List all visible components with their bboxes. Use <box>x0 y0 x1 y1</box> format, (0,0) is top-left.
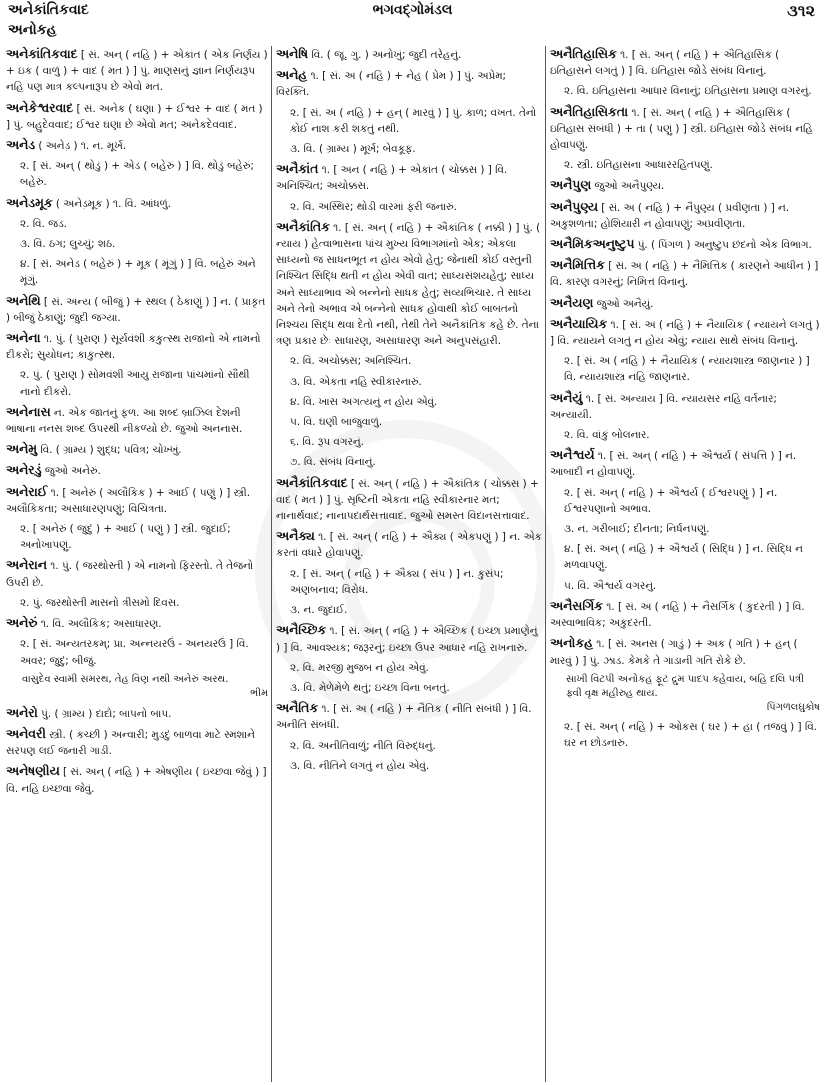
dictionary-entry <box>6 367 268 399</box>
headword: અનેકાંતિકવાદ <box>6 46 78 61</box>
dictionary-entry <box>550 447 820 480</box>
definition-text: ૧. [ સં. અનસ ( ગાડું ) + અક ( ગતિ ) + હન્ ( મારવું ) ] પું. ઝાડ. કેમકે તે ગાડાની ગતિ રોકે છે. <box>550 638 798 667</box>
dictionary-entry <box>6 158 268 190</box>
dictionary-entry <box>276 67 542 100</box>
dictionary-entry <box>550 719 820 751</box>
dictionary-entry <box>6 216 268 232</box>
dictionary-entry <box>550 353 820 385</box>
definition-text: સ્ત્રી. ( કચ્છી ) અન્વારી; મુડદું બાળવા માટે સ્મશાને સરપણ લઈ જનારી ગાડી. <box>6 728 255 758</box>
headword: અનેરાન <box>6 557 47 573</box>
definition-text: પું. ( પિંગળ ) અનુષ્ટુપ છંદનો એક વિભાગ. <box>637 239 812 252</box>
dictionary-entry <box>276 414 542 430</box>
headword: અનેરાઈ <box>6 483 48 499</box>
dictionary-entry <box>6 293 268 326</box>
dictionary-entry <box>6 100 268 133</box>
dictionary-entry <box>6 705 268 722</box>
dictionary-entry <box>550 177 820 194</box>
definition-text: ન. એક જાતનું ફળ. આ શબ્દ બ્રાઝિલ દેશની ભાષાના નનસ શબ્દ ઉપરથી નીકળ્યો છે. જુઓ અનનાસ. <box>6 406 243 436</box>
definition-text: જુઓ અનેરું. <box>44 465 101 478</box>
definition-text: ૨. વિ. મરજી મુજબ ન હોય એવું. <box>290 661 429 674</box>
definition-text: [ સં. અ ( નહિ ) + નૈપુણ્ય ( પ્રવીણતા ) ] ન. અકુશળતા; હોશિયારી ન હોવાપણું; અપ્રવીણતા. <box>550 201 790 230</box>
dictionary-entry <box>276 394 542 410</box>
headword: અનૈચ્છિક <box>276 622 327 638</box>
headword: અનૈપુણ <box>550 177 592 193</box>
dictionary-entry <box>276 105 542 137</box>
definition-text: ૩. વિ. ( ગ્રામ્ય ) મૂર્ખ; બેવકૂફ. <box>290 143 416 156</box>
definition-text: [ સં. અનેક ( ઘણા ) + ઈશ્વર + વાદ ( મત ) ] પું. બહુદેવવાદ; ઈશ્વર ઘણા છે એવો મત; અનેકદેવવાદ. <box>6 102 263 131</box>
column-divider <box>271 46 272 1082</box>
definition-text: [ સં. અન્ય ( બીજું ) + સ્થલ ( ઠેકાણું ) ] ન. ( પ્રાકૃત ) બીજું ઠેકાણું; જુદી જગ્યા. <box>6 295 266 324</box>
dictionary-entry <box>276 660 542 676</box>
headword: અનૈપુણ્ય <box>550 198 598 214</box>
dictionary-entry <box>276 454 542 470</box>
dictionary-entry <box>550 104 820 154</box>
definition-text: ૧. [ સં. અન્યાય ] વિ. ન્યાયસર નહિ વર્તનાર; અન્યાયી. <box>550 392 777 421</box>
headword: અનેડ <box>6 137 36 153</box>
dictionary-entry <box>550 295 820 312</box>
definition-text: ૧. [ સં. અ ( નહિ ) + નેહ ( પ્રેમ ) ] પું. અપ્રેમ; વિરક્તિ. <box>276 70 507 99</box>
definition-text: ૨. વિ. જડ. <box>20 217 67 230</box>
definition-text: [ સં. અન્ ( નહિ ) + ઐકાંતિક ( ચોક્કસ ) + વાદ ( મત ) ] પું. સૃષ્ટિની એકતા નહિ સ્વીકારનાર મત; નાનાર્થવાદ; નાનાપદાર્થસત્તાવાદ. જુઓ સમસ્ત વિદાનસત્તાવાદ. <box>276 477 539 523</box>
dictionary-entry <box>276 46 542 63</box>
dictionary-entry <box>6 615 268 632</box>
definition-text: જુઓ અનૈયું. <box>596 297 654 310</box>
definition-text: ૧. [ સં. અન્ ( નહિ ) + ઐક્ય ( એકપણું ) ] ન. એક કરતાં વધારે હોવાપણું. <box>276 531 542 560</box>
dictionary-entry <box>550 635 820 668</box>
dictionary-entry <box>6 595 268 611</box>
definition-text: ૨. [ અનેરું ( જુદું ) + આઈ ( પણું ) ] સ્ત્રી. જુદાઈ; અનોખાપણું. <box>20 523 231 552</box>
dictionary-entry <box>550 485 820 517</box>
definition-text: ૧. [ સં. અન્ ( નહિ ) + ઐતિહાસિક ( ઇતિહાસને લગતું ) ] વિ. ઇતિહાસ જોડે સંબંધ વિનાનું. <box>550 49 780 78</box>
dictionary-entry <box>276 622 542 655</box>
headword: અનેવરી <box>6 725 46 741</box>
dictionary-entry <box>550 83 820 99</box>
headword: અનેષણીય <box>6 763 60 779</box>
dictionary-entry <box>550 541 820 573</box>
definition-text: ૧. [ સં. અન્ ( નહિ ) + ઐકાંતિક ( નક્કી ) ] પું. ( ન્યાય ) હેત્વાભાસના પાંચ મુખ્ય વિભાગમાંનો એક; એકલા સાધ્યનો જ સાધનભૂત ન હોય એવો હેતુ; જેનાથી કોઈ વસ્તુની નિશ્ચિત સિદ્ધિ થતી ન હોય એવી વાત; સાધ્યસંશયહેતુ; સાધ્ય અને સાધ્યાભાવ એ બન્નેનો સાધક હેતુ; સવ્યભિચાર. તે સાધ્ય અને તેનો અભાવ એ બન્નેનો સાધક હોવાથી કોઈ બાબતનો નિશ્ચય સિદ્ધ થવા દેતો નથી, તેથી તેને અનૈકાંતિક કહે છે. તેના ત્રણ પ્રકાર છેઃ સાધારણ, અસાધારણ અને અનુપસંહારી. <box>276 221 541 348</box>
definition-text: ૭. વિ. સંબંધ વિનાનું. <box>290 456 376 469</box>
definition-text: ( અનેડ઼ ) ૧. ન. મૂર્ખ. <box>38 140 127 153</box>
dictionary-entry <box>6 330 268 363</box>
definition-text: ૧. [ સં. અન્ ( નહિ ) + ઐચ્છિક ( ઇચ્છા પ્રમાણેનું ) ] વિ. આવશ્યક; જરૂરનું; ઇચ્છા ઉપર આધાર નહિ રાખનારું. <box>276 625 538 654</box>
headword: અનૈતિહાસિક <box>550 46 617 61</box>
definition-text: વિ. ( ગ્રામ્ય ) શુદ્ધ; પવિત્ર; ચોખ્ખું. <box>40 444 182 457</box>
dictionary-entry <box>276 680 542 696</box>
headword: અનેડમૂક <box>6 194 53 210</box>
definition-text: ૧. [ સં. અ ( નહિ ) + નૈતિક ( નીતિ સંબંધી ) ] વિ. અનીતિ સંબંધી. <box>276 703 532 732</box>
definition-text: ૩. વિ. નીતિને લગતું ન હોય એવું. <box>290 759 430 772</box>
page-number: ૩૧૨ <box>787 1 815 20</box>
dictionary-entry <box>550 427 820 443</box>
dictionary-entry <box>6 137 268 154</box>
headword: અનૈયણ <box>550 294 594 310</box>
headword: અનેનાસ <box>6 403 51 419</box>
definition-text: ૨. [ સં. અન્યતરકમ્; પ્રા. અન્નયરઉં - અનયરઉં ] વિ. અવર; જુદું; બીજું. <box>20 638 249 667</box>
dictionary-entry <box>6 462 268 479</box>
column-1 <box>6 46 268 1082</box>
dictionary-entry <box>550 157 820 173</box>
headword: અનેરો <box>6 704 38 720</box>
definition-text: ૪. વિ. ખાસ અગત્યનું ન હોય એવું. <box>290 395 438 408</box>
definition-text: ૫. વિ. ઐશ્વર્ય વગરનું. <box>564 579 657 592</box>
definition-text: ૨. વિ. ઇતિહાસના આધાર વિનાનું; ઇતિહાસના પ્રમાણ વગરનું. <box>564 85 812 98</box>
definition-text: ૨. [ સં. અન્ ( થોડું ) + એડ ( બહેરું ) ] વિ. થોડું બહેરું; બહેરું. <box>20 160 254 189</box>
dictionary-entry <box>550 673 820 715</box>
definition-text: પું. ( ગ્રામ્ય ) દાદો; બાપનો બાપ. <box>41 707 172 720</box>
headword: અનૈતિક <box>276 700 319 716</box>
citation-source: પિંગળલઘુકોષ <box>766 701 820 713</box>
headword: અનૈમિત્તિક <box>550 257 605 273</box>
column-2 <box>276 46 542 1082</box>
definition-text: ૨. વિ. અસ્થિર; થોડી વારમાં ફરી જનારું. <box>290 200 457 213</box>
headword: અનૈકાંતિકવાદ <box>276 474 348 490</box>
dictionary-entry <box>550 199 820 232</box>
headword: અનોકહ <box>550 635 593 651</box>
definition-text: ૨. સ્ત્રી. ઇતિહાસના આધારરહિતપણું. <box>564 159 713 172</box>
definition-text: ૧. વિ. અલૌકિક; અસાધારણ. <box>40 618 162 631</box>
headword: અનૈયાયિક <box>550 315 608 331</box>
dictionary-entry <box>276 141 542 157</box>
dictionary-entry <box>276 161 542 194</box>
dictionary-entry <box>6 195 268 212</box>
headword: અનૈશ્વર્ય <box>550 447 595 463</box>
dictionary-entry <box>276 758 542 774</box>
definition-text: ૧. [ અનેરું ( અલૌકિક ) + આઈ ( પણું ) ] સ્ત્રી. અલૌકિકતા; અસાધારણપણું; વિચિત્રતા. <box>6 486 251 515</box>
definition-text: ૨. વિ. અચોક્કસ; અનિશ્ચિત. <box>290 355 412 368</box>
dictionary-entry <box>6 484 268 517</box>
dictionary-entry <box>6 46 268 96</box>
headword: અનેકેશ્વરવાદ <box>6 99 74 115</box>
headword: અનૈતિહાસિકતા <box>550 103 628 119</box>
running-title: ભગવદ્ગોમંડલ <box>372 2 453 18</box>
dictionary-entry <box>276 602 542 618</box>
definition-text: ૫. વિ. ઘણી બાજુવાળું. <box>290 416 383 429</box>
definition-text: ૧. [ સં. અન્ ( નહિ ) + ઐશ્વર્ય ( સંપત્તિ ) ] ન. આબાદી ન હોવાપણું. <box>550 450 797 479</box>
dictionary-entry <box>6 673 268 701</box>
definition-text: ૧. [ અન ( નહિ ) + એકાંત ( ચોક્કસ ) ] વિ. અનિશ્ચિત; અચોક્કસ. <box>276 164 508 193</box>
dictionary-entry <box>550 316 820 349</box>
page-header <box>0 0 825 44</box>
dictionary-entry <box>6 521 268 553</box>
guide-word-last: અનોકહ <box>8 22 57 38</box>
dictionary-entry <box>6 636 268 668</box>
guide-word-first: અનેકાંતિકવાદ <box>8 2 89 18</box>
definition-text: ૬. વિ. રૂપ વગરનું. <box>290 436 364 449</box>
definition-text: ૩. ન. ગરીબાઈ; દીનતા; નિર્ધનપણું. <box>564 523 710 536</box>
citation-source: ભીમ <box>250 687 268 699</box>
citation-quote: સાખી વિટપી અનોકહ ફૂટ દ્રુમ પાદપ કહેવાય, બહિ દલિ પત્રી ફ્વી વૃક્ષ મહીરુહ થાય. <box>566 673 805 699</box>
dictionary-entry <box>550 390 820 423</box>
definition-text: ૨. [ સં. અન્ ( નહિ ) + ઓકસ ( ઘર ) + હા ( તજવું ) ] વિ. ઘર ન છોડનારું. <box>564 720 817 749</box>
headword: અનેરું <box>6 615 38 631</box>
definition-text: વિ. ( જૂ. ગુ. ) અનોખું; જુદી તરેહનું. <box>311 49 462 61</box>
dictionary-entry <box>550 598 820 631</box>
dictionary-entry <box>6 236 268 252</box>
dictionary-entry <box>276 700 542 733</box>
dictionary-entry <box>276 738 542 754</box>
dictionary-entry <box>6 763 268 796</box>
definition-text: ૨. પું. ( પુરાણ ) સોમવંશી આયુ રાજાના પાંચમાંનો સૌથી નાનો દીકરો. <box>20 369 250 398</box>
citation-quote: વાસુદેવ સ્વામી સમરથ, તેહ વિણ નથી અનેરું અરથ. <box>22 673 229 685</box>
definition-text: [ સં. અન્ ( નહિ ) + એકાંત ( એક નિર્ણય ) + ઇક ( વાળું ) + વાદ ( મત ) ] પું. માણસનું જ્ઞાન નિર્ણયરૂપ નહિ પણ માત્ર કલ્પનારૂપ છે એવો મત. <box>6 49 268 94</box>
headword: અનેથિ <box>6 292 41 308</box>
definition-text: ૨. પું. જરથોસ્તી માસનો ત્રીસમો દિવસ. <box>20 596 180 609</box>
column-3 <box>550 46 820 1082</box>
definition-text: ૨. [ સં. અ ( નહિ ) + નૈયાયિક ( ન્યાયશાસ્ત્ર જાણનાર ) ] વિ. ન્યાયશાસ્ત્ર નહિ જાણનાર. <box>564 355 810 384</box>
headword: અનેરડું <box>6 462 42 478</box>
dictionary-entry <box>550 257 820 290</box>
definition-text: ૪. [ સં. અનેડ ( બહેરું ) + મૂક ( મૂંગું ) ] વિ. બહેરું અને મૂંગું. <box>20 258 256 287</box>
definition-text: ૧. [ સં. અ ( નહિ ) + નૈયાયિક ( ન્યાયને લગતું ) ] વિ. ન્યાયને લગતું ન હોય એવું; ન્યાય સાથે સંબંધ વિનાનું. <box>550 318 820 348</box>
headword: અનેના <box>6 330 41 346</box>
definition-text: ૪. [ સં. અન્ ( નહિ ) + ઐશ્વર્ય ( સિદ્ધિ ) ] ન. સિદ્ધિ ન મળવાપણું. <box>564 543 803 572</box>
dictionary-entry <box>6 404 268 437</box>
dictionary-entry <box>276 566 542 598</box>
definition-text: જુઓ અનૈપુણ્ય. <box>594 180 665 193</box>
dictionary-entry <box>6 441 268 458</box>
dictionary-entry <box>276 475 542 525</box>
headword: અનૈમિકઅનુષ્ટુપ <box>550 236 635 252</box>
headword: અનૈકાંતિક <box>276 218 330 234</box>
definition-text: ૨. વિ. અનીતિવાળું; નીતિ વિરુદ્ધનું. <box>290 739 436 752</box>
definition-text: ૨. વિ. વાંકું બોલનાર. <box>564 429 650 442</box>
dictionary-entry <box>6 557 268 590</box>
headword: અનૈકાંત <box>276 161 319 177</box>
definition-text: ૩. વિ. ઠગ; લુચ્ચું; શઠ. <box>20 238 116 251</box>
dictionary-entry <box>276 353 542 369</box>
definition-text: ૨. [ સં. અન્ ( નહિ ) + ઐશ્વર્ય ( ઈશ્વરપણું ) ] ન. ઈશ્વરપણાનો અભાવ. <box>564 486 778 515</box>
headword: અનૈસર્ગિક <box>550 597 603 613</box>
definition-text: [ સં. અન્ ( નહિ ) + એષણીય ( ઇચ્છવા જેવું ) ] વિ. નહિ ઇચ્છવા જેવું. <box>6 766 267 795</box>
dictionary-entry <box>6 256 268 288</box>
definition-text: ૧. [ સં. અન્ ( નહિ ) + ઐતિહાસિક ( ઇતિહાસ સંબંધી ) + તા ( પણું ) ] સ્ત્રી. ઇતિહાસ જોડે સંબંધ નહિ હોવાપણું. <box>550 106 813 152</box>
headword: અનૈક્ય <box>276 528 315 544</box>
definition-text: ૨. [ સં. અ ( નહિ ) + હન્ ( મારવું ) ] પું. કાળ; વખત. તેનો કોઈ નાશ કરી શકતું નથી. <box>290 106 537 135</box>
definition-text: [ સં. અ ( નહિ ) + નૈમિત્તિક ( કારણને આધીન ) ] વિ. કારણ વગરનું; નિમિત્ત વિનાનું. <box>550 260 819 289</box>
dictionary-entry <box>550 578 820 594</box>
definition-text: ( અનેડ઼મૂક ) ૧. વિ. આંધળું. <box>55 197 171 210</box>
headword: અનેમુ <box>6 441 38 457</box>
dictionary-entry <box>276 199 542 215</box>
headword: અનેહ <box>276 67 308 83</box>
dictionary-entry <box>550 236 820 253</box>
dictionary-entry <box>276 374 542 390</box>
column-divider <box>545 46 546 1082</box>
definition-text: ૩. વિ. એકતા નહિ સ્વીકારનારું. <box>290 375 422 388</box>
dictionary-entry <box>276 434 542 450</box>
dictionary-entry <box>276 219 542 350</box>
definition-text: ૨. [ સં. અન્ ( નહિ ) + ઐક્ય ( સંપ ) ] ન. કુસંપ; અણબનાવ; વિરોધ. <box>290 567 504 596</box>
definition-text: ૧. પું. ( જરથોસ્તી ) એ નામનો ફિરસ્તો. તે તેજનો ઉપરી છે. <box>6 560 254 589</box>
dictionary-entry <box>6 726 268 759</box>
headword: અનેષિ <box>276 46 309 61</box>
dictionary-entry <box>276 528 542 561</box>
definition-text: ૩. વિ. મેળેમેળે થતું; ઇચ્છા વિના બનતું. <box>290 681 450 694</box>
definition-text: ૧. [ સં. અ ( નહિ ) + નૈસર્ગિક ( કુદરતી ) ] વિ. અસ્વાભાવિક; અકુદરતી. <box>550 600 805 630</box>
dictionary-entry <box>550 521 820 537</box>
definition-text: ૧. પું. ( પુરાણ ) સૂર્યવંશી કકુત્સ્થ રાજાનો એ નામનો દીકરો; સુયોધન; કાકુત્સ્થ. <box>6 333 261 362</box>
definition-text: ૩. ન. જુદાઈ. <box>290 604 348 617</box>
dictionary-entry <box>550 46 820 79</box>
headword: અનૈયું <box>550 389 583 405</box>
